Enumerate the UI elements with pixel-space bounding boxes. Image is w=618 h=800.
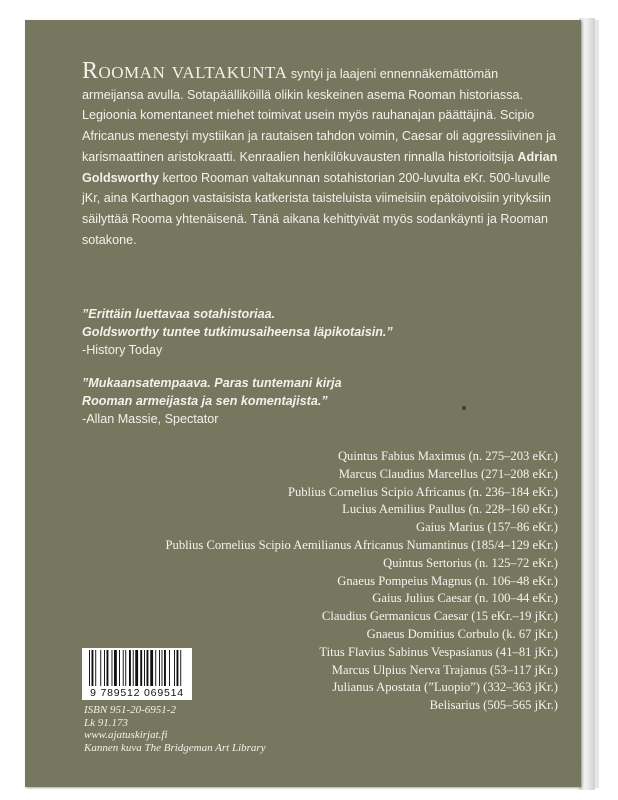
quote-2-line-1: ”Mukaansatempaava. Paras tuntemani kirja bbox=[82, 376, 342, 390]
book-spine bbox=[579, 18, 595, 790]
quote-1-line-2: Goldsworthy tuntee tutkimusaiheensa läpikotaisin.” bbox=[82, 325, 393, 339]
barcode-number: 9 789512 069514 bbox=[90, 687, 184, 699]
commander-item: Claudius Germanicus Caesar (15 eKr.–19 jKr.) bbox=[321, 609, 558, 624]
commander-item: Publius Cornelius Scipio Aemilianus Africanus Numantinus (185/4–129 eKr.) bbox=[165, 537, 558, 552]
commander-item: Quintus Sertorius (n. 125–72 eKr.) bbox=[383, 555, 558, 570]
commander-item: Titus Flavius Sabinus Vespasianus (41–81 jKr.) bbox=[319, 644, 558, 659]
cover-speck bbox=[462, 406, 466, 410]
quote-1-line-1: ”Erittäin luettavaa sotahistoriaa. bbox=[82, 307, 276, 321]
commander-item: Marcus Claudius Marcellus (271–208 eKr.) bbox=[338, 466, 558, 481]
review-quote-1 bbox=[82, 305, 552, 359]
publisher-website: www.ajatuskirjat.fi bbox=[84, 729, 168, 742]
commander-item: Belisarius (505–565 jKr.) bbox=[429, 698, 558, 713]
commander-item: Quintus Fabius Maximus (n. 275–203 eKr.) bbox=[337, 449, 558, 463]
review-quote-2 bbox=[82, 374, 552, 428]
back-cover-blurb bbox=[82, 58, 562, 250]
quote-2-line-2: Rooman armeijasta ja sen komentajista.” bbox=[82, 394, 328, 408]
barcode-bars bbox=[87, 650, 187, 688]
isbn: ISBN 951-20-6951-2 bbox=[84, 704, 176, 716]
quote-2-source: -Allan Massie, Spectator bbox=[82, 412, 219, 426]
commander-item: Lucius Aemilius Paullus (n. 228–160 eKr.) bbox=[342, 502, 558, 517]
commander-item: Julianus Apostata (”Luopio”) (332–363 jKr.) bbox=[332, 680, 558, 695]
blurb-author-name: Adrian Goldsworthy bbox=[82, 149, 558, 185]
blurb-text-part2: kertoo Rooman valtakunnan sotahistorian 200-luvulta eKr. 500-luvulle jKr, aina Karthagon vastaisista katkerista taisteluista viimeisiin epätoivoisiin yrityksiin säilyttää Rooma yhtenäisenä. Tänä aikana kehittyivät myös sodankäynti ja Rooman sotakone. bbox=[82, 170, 551, 247]
blurb-title: Rooman valtakunta bbox=[82, 58, 288, 84]
publication-info bbox=[84, 704, 266, 754]
commander-item: Gaius Marius (157–86 eKr.) bbox=[415, 520, 558, 535]
commander-item: Gnaeus Domitius Corbulo (k. 67 jKr.) bbox=[366, 626, 558, 641]
commander-item: Publius Cornelius Scipio Africanus (n. 236–184 eKr.) bbox=[287, 484, 558, 499]
commander-item: Gaius Julius Caesar (n. 100–44 eKr.) bbox=[372, 591, 558, 606]
library-class: Lk 91.173 bbox=[84, 716, 128, 729]
barcode bbox=[82, 648, 192, 700]
cover-image-credit: Kannen kuva The Bridgeman Art Library bbox=[84, 741, 266, 754]
commander-item: Marcus Ulpius Nerva Trajanus (53–117 jKr.) bbox=[331, 662, 558, 677]
blurb-text-part1: syntyi ja laajeni ennennäkemättömän armeijansa avulla. Sotapäälliköillä olikin keskeinen asema Rooman historiassa. Legioonia komentaneet miehet toimivat usein myös rauhanajan päättäjinä. Scipio Africanus menestyi mystiikan ja rautaisen tahdon voimin, Caesar oli aggressiivinen ja karismaattinen aristokraatti. Kenraalien henkilökuvausten rinnalla historioitsija bbox=[82, 67, 556, 164]
quote-1-source: -History Today bbox=[82, 343, 163, 357]
commander-item: Gnaeus Pompeius Magnus (n. 106–48 eKr.) bbox=[337, 573, 558, 588]
book-spine-edge bbox=[595, 20, 599, 788]
